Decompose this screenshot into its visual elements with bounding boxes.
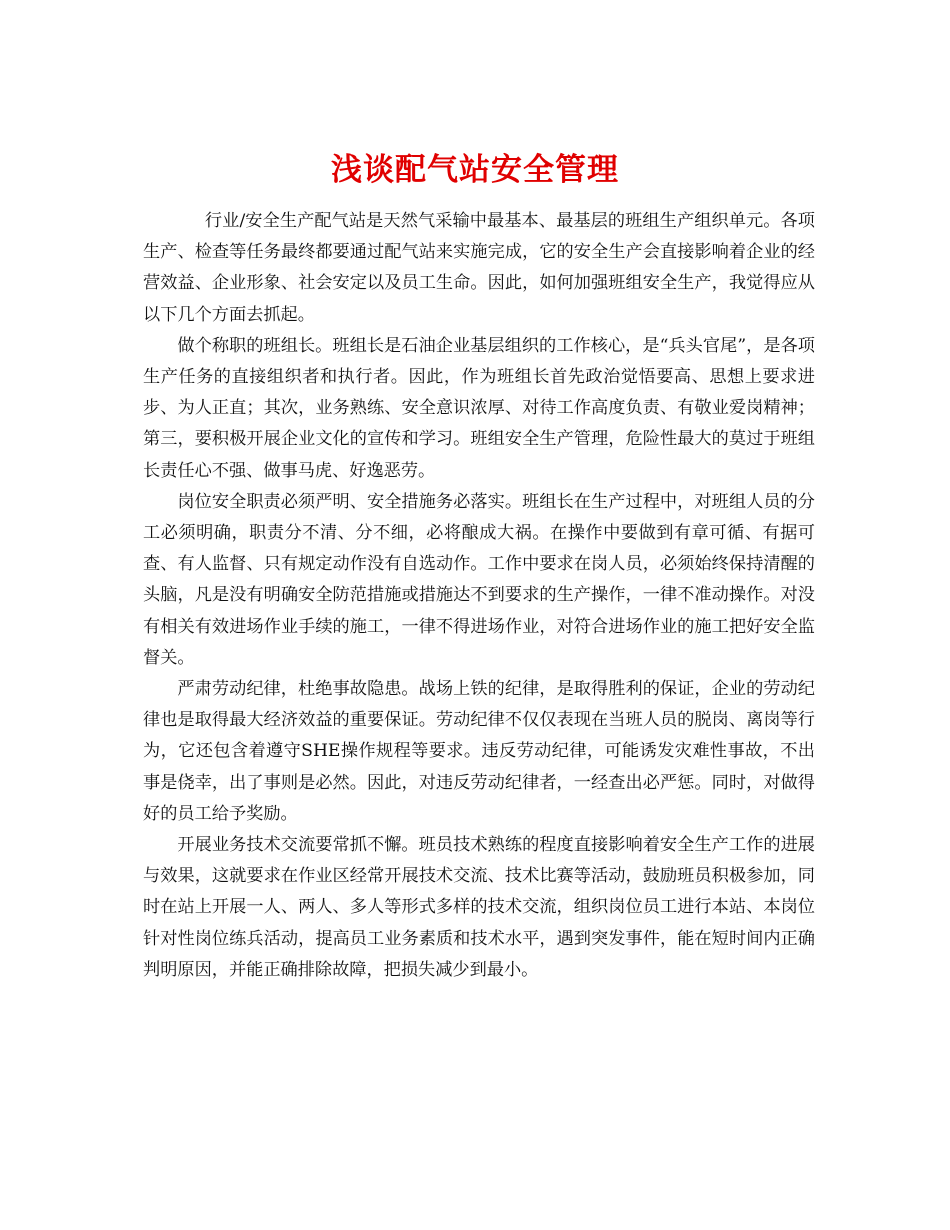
paragraph-safety-duties: 岗位安全职责必须严明、安全措施务必落实。班组长在生产过程中，对班组人员的分工必须明确，职责分不清、分不细，必将酿成大祸。在操作中要做到有章可循、有据可查、有人监督、只有规定动作没有自选动作。工作中要求在岗人员，必须始终保持清醒的头脑，凡是没有明确安全防范措施或措施达不到要求的生产操作，一律不准动操作。对没有相关有效进场作业手续的施工，一律不得进场作业，对符合进场作业的施工把好安全监督关。 xyxy=(143,491,815,668)
paragraph-team-leader: 做个称职的班组长。班组长是石油企业基层组织的工作核心，是“兵头官尾”，是各项生产任务的直接组织者和执行者。因此，作为班组长首先政治觉悟要高、思想上要求进步、为人正直；其次，业务熟练、安全意识浓厚、对待工作高度负责、有敬业爱岗精神；第三，要积极开展企业文化的宣传和学习。班组安全生产管理，危险性最大的莫过于班组长责任心不强、做事马虎、好逸恶劳。 xyxy=(143,335,815,481)
paragraph-technical-exchange: 开展业务技术交流要常抓不懈。班员技术熟练的程度直接影响着安全生产工作的进展与效果，这就要求在作业区经常开展技术交流、技术比赛等活动，鼓励班员积极参加，同时在站上开展一人、两人、多人等形式多样的技术交流，组织岗位员工进行本站、本岗位针对性岗位练兵活动，提高员工业务素质和技术水平，遇到突发事件，能在短时间内正确判明原因，并能正确排除故障，把损失减少到最小。 xyxy=(143,835,815,980)
paragraph-labor-discipline: 严肃劳动纪律，杜绝事故隐患。战场上铁的纪律，是取得胜利的保证，企业的劳动纪律也是取得最大经济效益的重要保证。劳动纪律不仅仅表现在当班人员的脱岗、离岗等行为，它还包含着遵守SHE操作规程等要求。违反劳动纪律，可能诱发灾难性事故，不出事是侥幸，出了事则是必然。因此，对违反劳动纪律者，一经查出必严惩。同时，对做得好的员工给予奖励。 xyxy=(143,679,815,824)
document-title: 浅谈配气站安全管理 xyxy=(331,151,619,188)
paragraph-intro: 行业/安全生产配气站是天然气采输中最基本、最基层的班组生产组织单元。各项生产、检查等任务最终都要通过配气站来实施完成，它的安全生产会直接影响着企业的经营效益、企业形象、社会安定以及员工生命。因此，如何加强班组安全生产，我觉得应从以下几个方面去抓起。 xyxy=(143,211,815,325)
document-body xyxy=(143,206,815,986)
